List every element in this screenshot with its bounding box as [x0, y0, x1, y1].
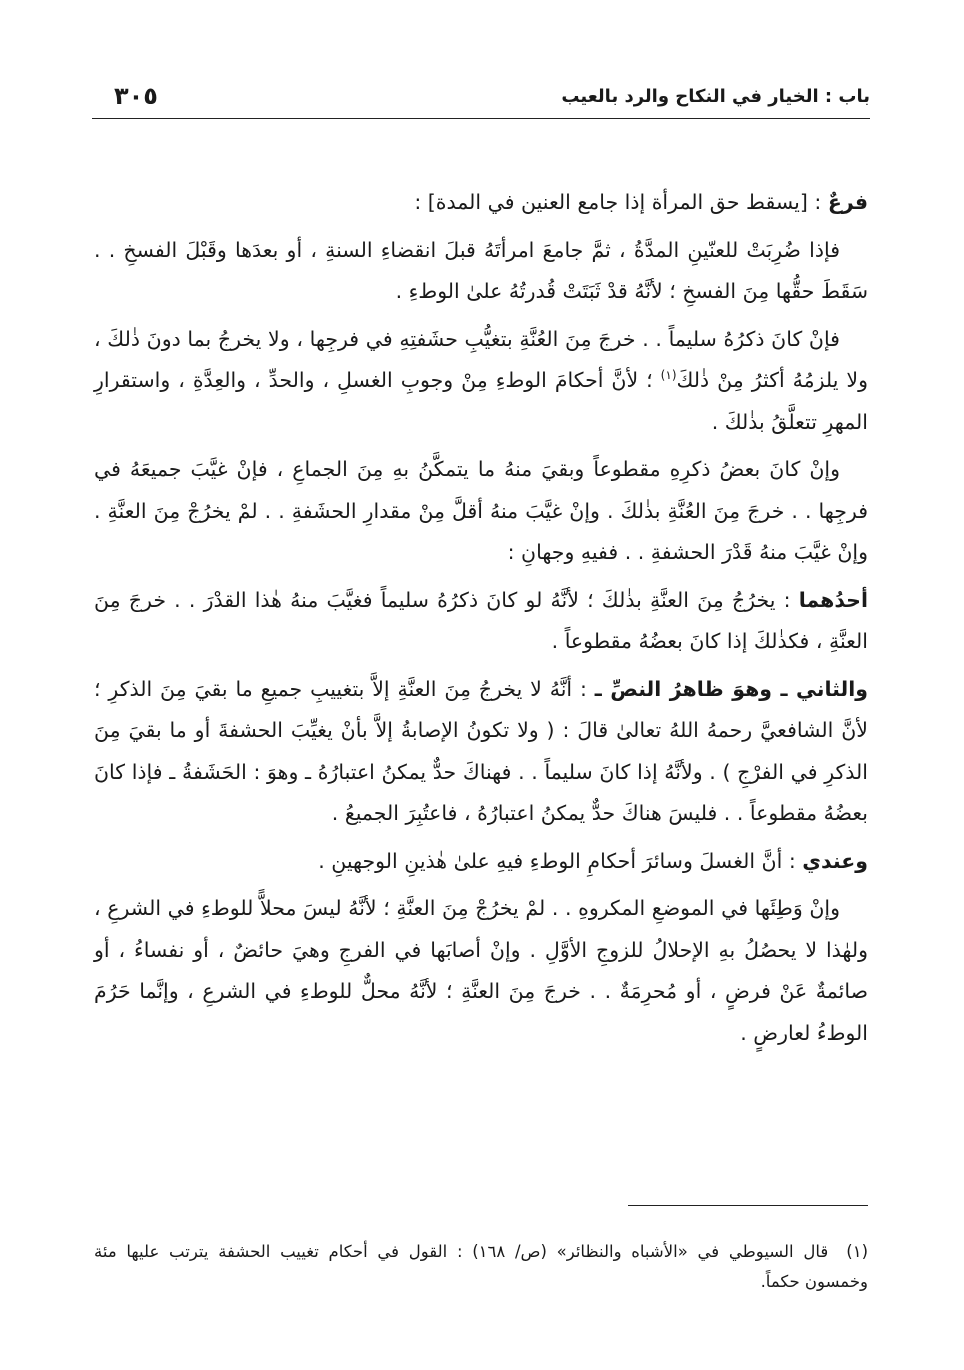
paragraph-2-text-b: ؛ لأنَّ أحكامَ الوطءِ مِنْ وجوبِ الغسلِ ، والحدِّ ، والعِدَّةِ ، واستقرارِ المهرِ تتعلَّقُ بذٰلكَ .: [94, 368, 868, 434]
paragraph-5: [94, 669, 868, 835]
footnote-reference[interactable]: (١): [660, 368, 677, 383]
paragraph-5-label: والثاني ـ وهوَ ظاهرُ النصِّ ـ: [594, 676, 868, 701]
page-header: [92, 80, 870, 119]
paragraph-1: فإذا ضُرِبَتْ للعنّينِ المدَّةُ ، ثمَّ جامعَ امرأتَهُ قبلَ انقضاءِ السنةِ ، أو بعدَها وقَبْلَ الفسخِ . . سَقَطَ حقُّها مِنَ الفسخِ ؛ لأنَّهُ قدْ ثَبَتَتْ قُدرتُهُ علىٰ الوطءِ .: [94, 237, 868, 303]
paragraph-6-text: : أنَّ الغسلَ وسائرَ أحكامِ الوطءِ فيهِ علىٰ هٰذينِ الوجهينِ .: [318, 848, 803, 873]
paragraph-4-text: : يخرُجُ مِنَ العنَّةِ بذٰلكَ ؛ لأنَّهُ لو كانَ ذكرُهُ سليماً فغيَّبَ منهُ هٰذا القدْرَ . . خرجَ مِنَ العنَّةِ ، فكذٰلكَ إذا كانَ بعضُهُ مقطوعاً .: [94, 587, 868, 653]
footnote-number: (١): [846, 1242, 868, 1261]
paragraph-3: وإنْ كانَ بعضُ ذكرِهِ مقطوعاً وبقيَ منهُ ما يتمكَّنُ بهِ مِنَ الجماعِ ، فإنْ غيَّبَ جميعَهُ في فرجِها . . خرجَ مِنَ العُنَّةِ بذٰلكَ . وإنْ غيَّبَ منهُ أقلَّ مِنْ مقدارِ الحشَفةِ . . لمْ يخرُجْ مِنَ العنَّةِ . وإنْ غيَّبَ منهُ قَدْرَ الحشفةِ . . ففيهِ وجهانِ :: [94, 457, 868, 564]
paragraph-4-label: أحدُهما: [798, 587, 868, 612]
footnote-divider: [628, 1205, 868, 1206]
footnote: [94, 1237, 868, 1297]
footnote-text: قال السيوطي في «الأشباه والنظائر» (ص/ ١٦٨) : القول في أحكام تغييب الحشفة يترتب عليها مئة وخمسون حكماً.: [94, 1242, 868, 1291]
paragraph-7: وإنْ وَطِئَها في الموضعِ المكروهِ . . لمْ يخرُجْ مِنَ العنَّةِ ؛ لأنَّهُ ليسَ محلاًّ للوطءِ في الشرعِ ، ولهٰذا لا يحصُلُ بهِ الإحلالُ للزوجِ الأوَّلِ . وإنْ أصابَها في الفرجِ وهيَ حائضٌ ، أو نفساءُ ، أو صائمةٌ عَنْ فرضٍ ، أو مُحرِمَةٌ . . خرجَ مِنَ العنَّةِ ؛ لأنَّهُ محلٌّ للوطءِ في الشرعِ ، وإنَّما حَرُمَ الوطءُ لعارضٍ .: [94, 896, 868, 1045]
paragraph-2: [94, 319, 868, 444]
running-title: باب : الخيار في النكاح والرد بالعيب: [561, 86, 870, 107]
section-heading: [94, 182, 868, 224]
paragraph-5-text: : أنَّهُ لا يخرجُ مِنَ العنَّةِ إلاَّ بتغييبِ جميعِ ما بقيَ مِنَ الذكرِ ؛ لأنَّ الشافعيَّ رحمهُ اللهُ تعالىٰ قالَ : ( ولا تكونُ الإصابةُ إلاَّ بأنْ يغيِّبَ الحشفةَ أو ما بقيَ مِنَ الذكرِ في الفرْجِ ) . ولأنَّهُ إذا كانَ سليماً . . فهناكَ حدٌّ يمكنُ اعتبارُهُ ـ وهوَ : الحَشَفةُ ـ فإذا كانَ بعضُهُ مقطوعاً . . فليسَ هناكَ حدٌّ يمكنُ اعتبارُهُ ، فاعتُبِرَ الجميعُ .: [94, 676, 868, 825]
main-text: [94, 182, 868, 1060]
paragraph-6-label: وعندي: [802, 848, 868, 873]
paragraph-2-text-a: فإنْ كانَ ذكرُهُ سليماً . . خرجَ مِنَ العُنَّةِ بتغيُّبِ حشَفتِهِ في فرجِها ، ولا يخرجُ بما دونَ ذٰلكَ ، ولا يلزمُهُ أكثرُ مِنْ ذٰلكَ: [94, 326, 868, 392]
section-label: فرعٌ: [827, 190, 868, 214]
page-number: ٣٠٥: [114, 82, 158, 110]
paragraph-6: [94, 841, 868, 883]
section-title: : [يسقط حق المرأة إذا جامع العنين في المدة] :: [414, 190, 828, 214]
paragraph-4: [94, 580, 868, 663]
